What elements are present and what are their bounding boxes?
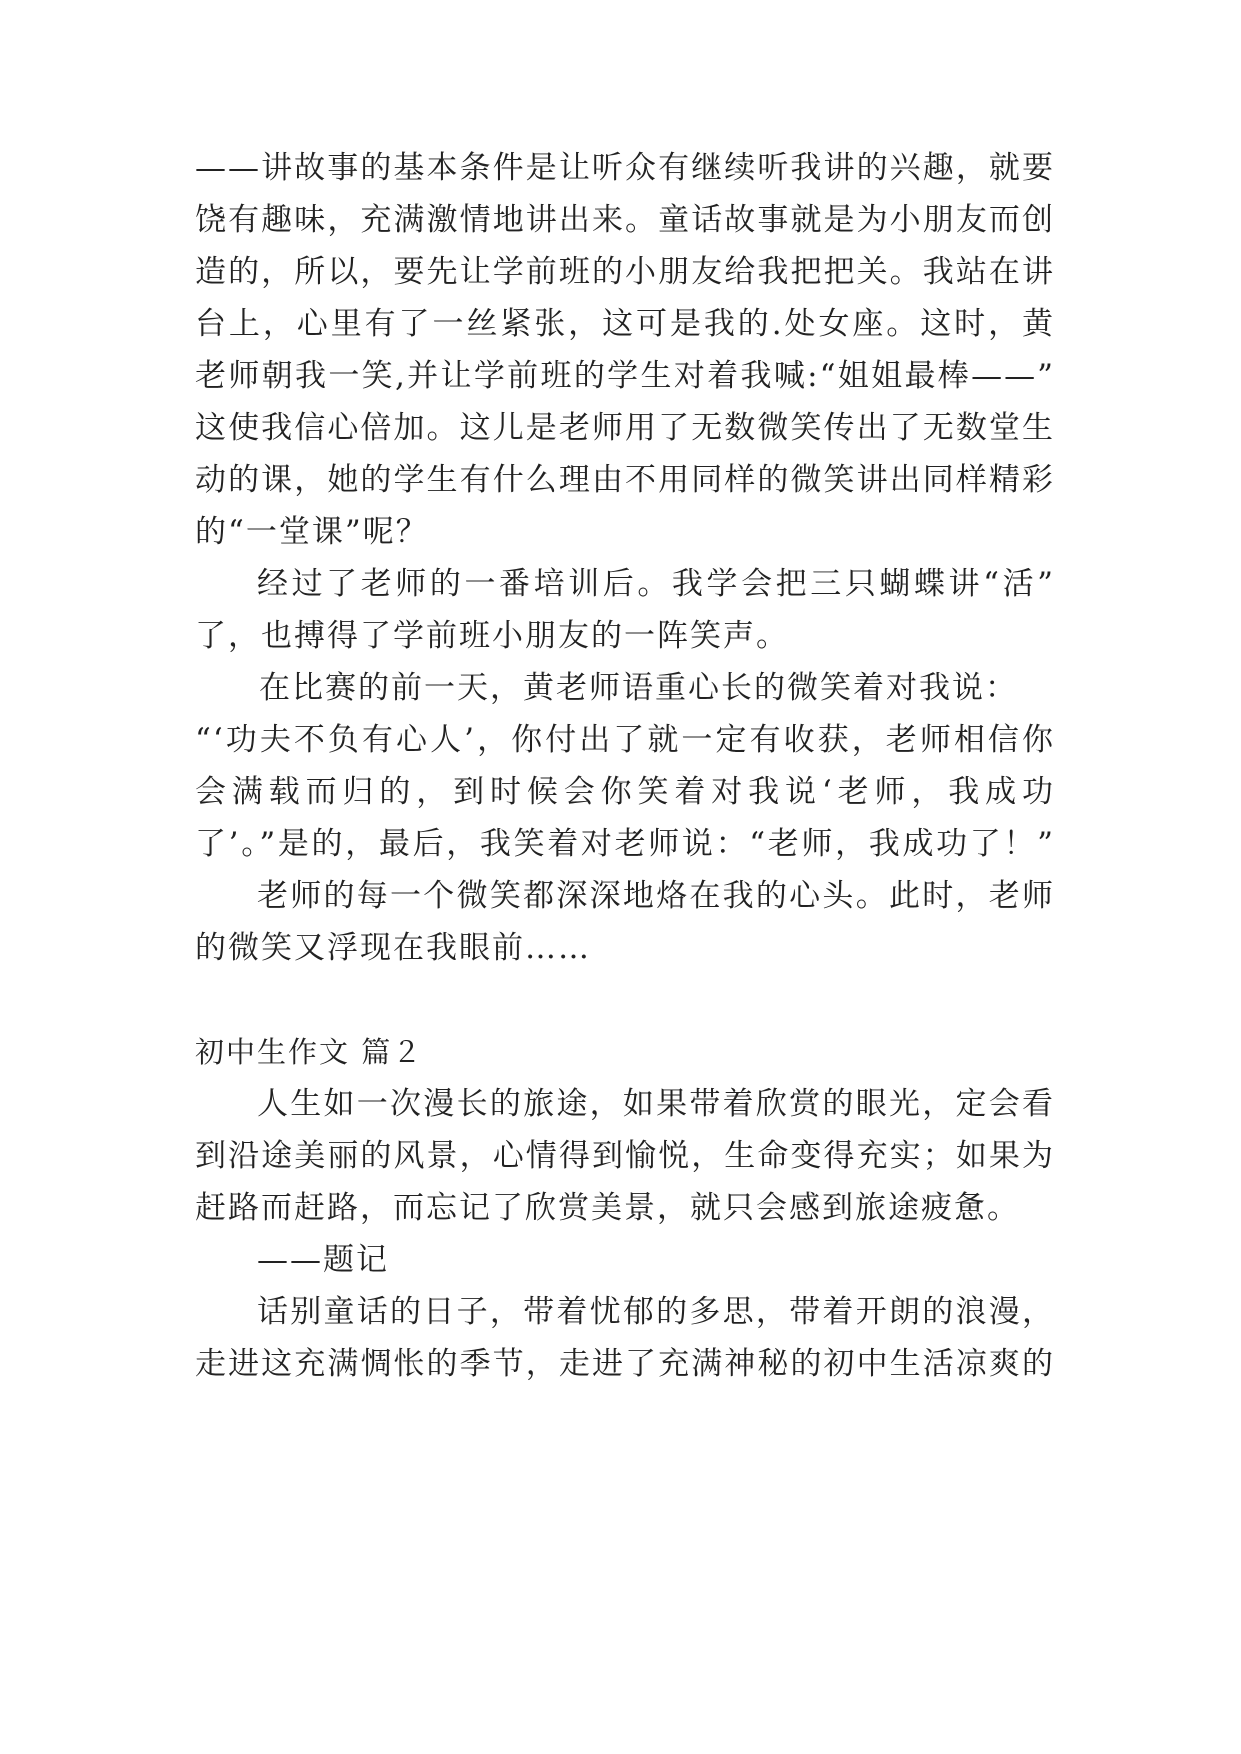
paragraph-line: 的“一堂课”呢？ xyxy=(195,514,429,550)
paragraph-line: 赶路而赶路，而忘记了欣赏美景，就只会感到旅途疲惫。 xyxy=(195,1190,1020,1226)
paragraph-line: 了，也搏得了学前班小朋友的一阵笑声。 xyxy=(195,618,789,654)
paragraph-line: 老师朝我一笑,并让学前班的学生对着我喊:“姐姐最棒——” xyxy=(195,358,1055,394)
epigraph-attribution: ——题记 xyxy=(257,1242,389,1278)
section-heading: 初中生作文 篇２ xyxy=(195,1035,424,1069)
paragraph-line: 话别童话的日子，带着忧郁的多思，带着开朗的浪漫， xyxy=(257,1294,1055,1330)
paragraph-line: 这使我信心倍加。这儿是老师用了无数微笑传出了无数堂生 xyxy=(195,410,1055,446)
paragraph-line: 造的，所以，要先让学前班的小朋友给我把把关。我站在讲 xyxy=(195,254,1055,290)
paragraph-line: 动的课，她的学生有什么理由不用同样的微笑讲出同样精彩 xyxy=(195,462,1055,498)
paragraph-line: 人生如一次漫长的旅途，如果带着欣赏的眼光，定会看 xyxy=(257,1086,1055,1122)
paragraph-line: 在比赛的前一天，黄老师语重心长的微笑着对我说： xyxy=(259,670,1018,706)
paragraph-line: 走进这充满惆怅的季节，走进了充满神秘的初中生活凉爽的 xyxy=(195,1346,1055,1382)
paragraph-line: 会满载而归的，到时候会你笑着对我说‘老师，我成功 xyxy=(195,774,1055,810)
paragraph-line: “‘功夫不负有心人’，你付出了就一定有收获，老师相信你 xyxy=(195,722,1055,758)
paragraph-line: 经过了老师的一番培训后。我学会把三只蝴蝶讲“活” xyxy=(257,566,1055,602)
paragraph-line: 的微笑又浮现在我眼前…… xyxy=(195,930,591,966)
paragraph-line: 到沿途美丽的风景，心情得到愉悦，生命变得充实；如果为 xyxy=(195,1138,1055,1174)
paragraph-line: 老师的每一个微笑都深深地烙在我的心头。此时，老师 xyxy=(257,878,1055,914)
paragraph-line: 台上，心里有了一丝紧张，这可是我的.处女座。这时，黄 xyxy=(195,306,1055,342)
paragraph-line: 了’。”是的，最后，我笑着对老师说：“老师，我成功了！” xyxy=(195,826,1055,862)
paragraph-line: 饶有趣味，充满激情地讲出来。童话故事就是为小朋友而创 xyxy=(195,202,1055,238)
paragraph-line: ——讲故事的基本条件是让听众有继续听我讲的兴趣，就要 xyxy=(195,150,1055,186)
